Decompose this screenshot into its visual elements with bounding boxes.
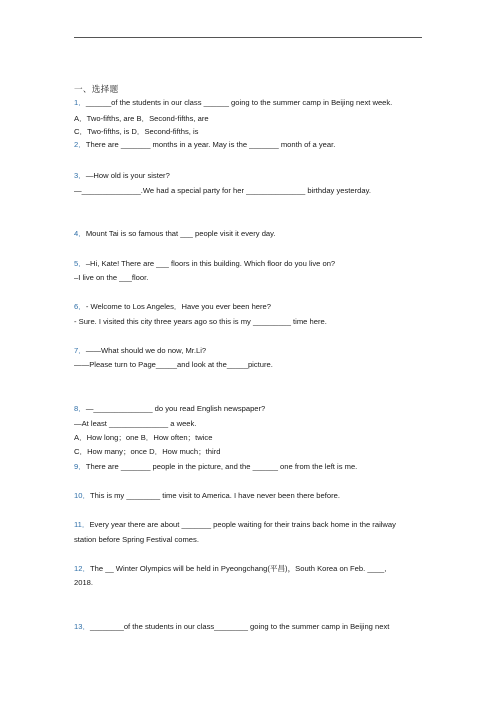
question-number: 3． xyxy=(74,171,86,180)
question-1 xyxy=(74,98,426,108)
question-text: –Hi, Kate! There are ___ floors in this building. Which floor do you live on? xyxy=(85,259,336,268)
question-text: The __ Winter Olympics will be held in Pyeongchang(平昌)，South Korea on Feb. ____, xyxy=(90,564,387,573)
q7-line2: ——Please turn to Page_____and look at the_____picture. xyxy=(74,360,273,369)
question-2 xyxy=(74,140,426,150)
question-text: This is my ________ time visit to America. I have never been there before. xyxy=(90,491,340,500)
question-number: 7． xyxy=(74,346,86,355)
q6-line2: - Sure. I visited this city three years ago so this is my _________ time here. xyxy=(74,317,327,326)
question-text: —______________ do you read English newspaper? xyxy=(85,404,266,413)
q5-line2: –I live on the ___floor. xyxy=(74,273,149,282)
question-text: ______of the students in our class ______ going to the summer camp in Beijing next week. xyxy=(85,98,393,107)
question-3 xyxy=(74,171,426,181)
q8-line2: —At least ______________ a week. xyxy=(74,419,197,428)
q11-line2: station before Spring Festival comes. xyxy=(74,535,199,544)
question-number: 4． xyxy=(74,229,86,238)
question-text: —How old is your sister? xyxy=(85,171,170,180)
question-13 xyxy=(74,622,426,632)
question-text: ________of the students in our class________ going to the summer camp in Beijing next xyxy=(90,622,390,631)
question-text: Every year there are about _______ people waiting for their trains back home in the railway xyxy=(89,520,396,529)
question-4 xyxy=(74,229,426,239)
q3-line2: —______________.We had a special party for her ______________ birthday yesterday. xyxy=(74,186,371,195)
question-text: - Welcome to Los Angeles．Have you ever been here? xyxy=(85,302,271,311)
question-11 xyxy=(74,520,426,530)
q8-options-line1: A．How long；one B．How often；twice xyxy=(74,433,213,442)
question-number: 9． xyxy=(74,462,86,471)
question-number: 5． xyxy=(74,259,86,268)
q12-line2: 2018. xyxy=(74,578,94,587)
question-number: 1． xyxy=(74,98,86,107)
question-number: 12． xyxy=(74,564,91,573)
q8-options-line2: C．How many；once D．How much；third xyxy=(74,447,221,456)
question-12 xyxy=(74,564,426,574)
question-8 xyxy=(74,404,426,414)
question-7 xyxy=(74,346,426,356)
q1-options-line1: A．Two-fifths, are B．Second-fifths, are xyxy=(74,114,209,123)
question-number: 10． xyxy=(74,491,91,500)
section-title: 一、选择题 xyxy=(74,84,119,94)
question-text: There are _______ months in a year. May is the _______ month of a year. xyxy=(85,140,336,149)
question-number: 2． xyxy=(74,140,86,149)
question-10 xyxy=(74,491,426,501)
question-5 xyxy=(74,259,426,269)
question-number: 8． xyxy=(74,404,86,413)
question-text: ——What should we do now, Mr.Li? xyxy=(85,346,207,355)
q1-options-line2: C．Two-fifths, is D．Second-fifths, is xyxy=(74,127,199,136)
question-text: Mount Tai is so famous that ___ people visit it every day. xyxy=(85,229,276,238)
question-number: 11． xyxy=(74,520,90,529)
question-text: There are _______ people in the picture, and the ______ one from the left is me. xyxy=(85,462,358,471)
question-6 xyxy=(74,302,426,312)
header-rule xyxy=(74,37,422,38)
question-9 xyxy=(74,462,426,472)
question-number: 13． xyxy=(74,622,91,631)
question-number: 6． xyxy=(74,302,86,311)
